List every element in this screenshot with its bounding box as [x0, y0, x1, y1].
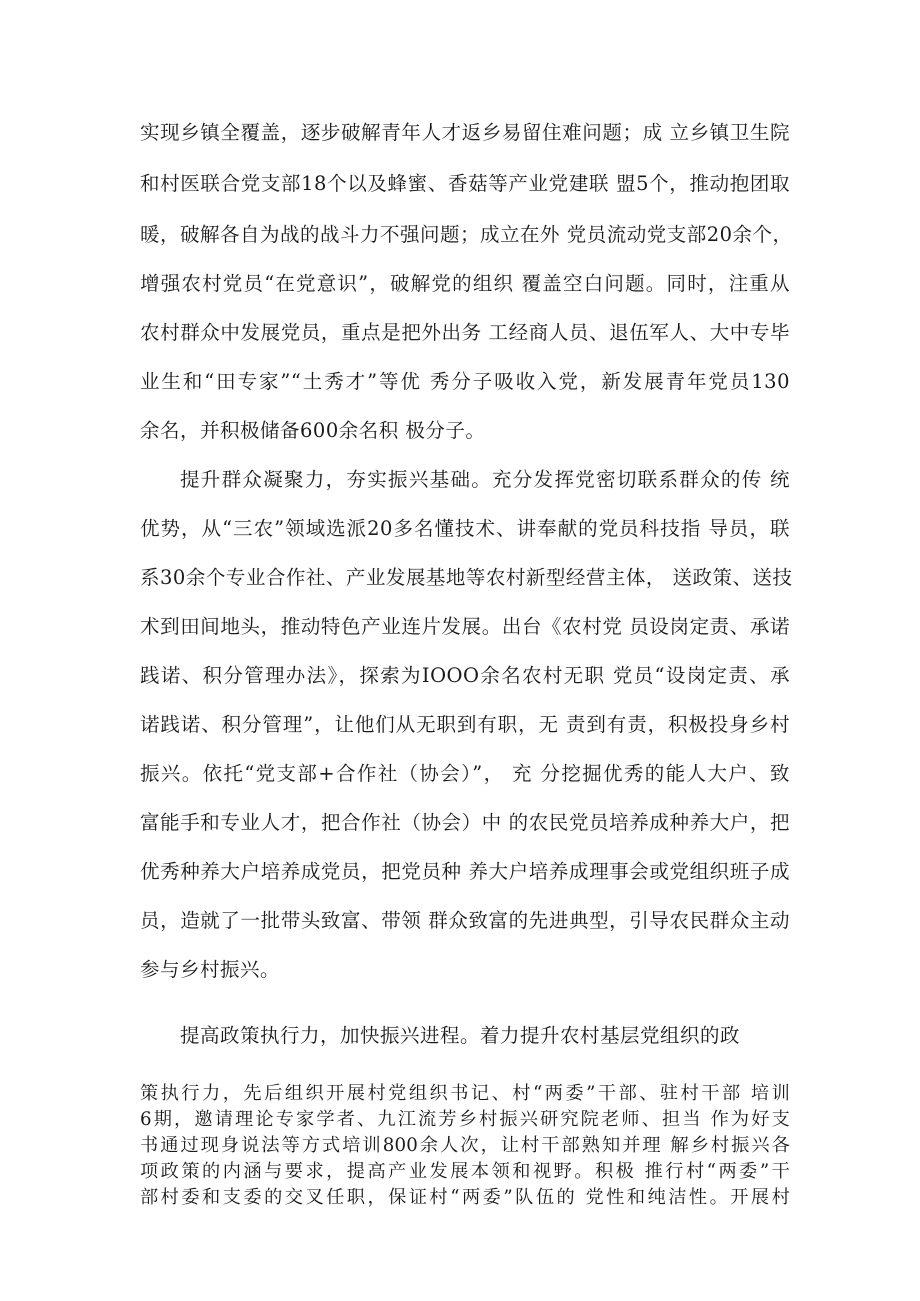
text-line: 增强农村党员“在党意识”，破解党的组织 覆盖空白问题。同时，注重从	[140, 272, 790, 295]
text-line: 项政策的内涵与要求，提高产业发展本领和视野。积极 推行村“两委”干	[140, 1161, 790, 1182]
text-line: 暖，破解各自为战的战斗力不强问题；成立在外 党员流动党支部20余个，	[140, 223, 793, 246]
text-line: 员，造就了一批带头致富、带领 群众致富的先进典型，引导农民群众主动	[140, 909, 790, 932]
text-line: 术到田间地头，推动特色产业连片发展。出台《农村党 员设岗定责、承诺	[140, 615, 790, 638]
text-line: 优秀种养大户培养成党员，把党员种 养大户培养成理事会或党组织班子成	[140, 860, 790, 883]
text-line: 践诺、积分管理办法》，探索为IOOO余名农村无职 党员“设岗定责、承	[140, 664, 790, 687]
text-line: 部村委和支委的交叉任职，保证村“两委”队伍的 党性和纯洁性。开展村	[140, 1187, 790, 1208]
text-line: 书通过现身说法等方式培训800余人次，让村干部熟知并理 解乡村振兴各	[140, 1135, 790, 1156]
text-line: 诺践诺、积分管理”，让他们从无职到有职，无 责到有责，积极投身乡村	[140, 713, 790, 736]
text-line: 实现乡镇全覆盖，逐步破解青年人才返乡易留住难问题；成 立乡镇卫生院	[140, 121, 790, 144]
text-line: 6期，邀请理论专家学者、九江流芳乡村振兴研究院老师、担当 作为好支	[140, 1109, 790, 1130]
text-line: 富能手和专业人才，把合作社（协会）中 的农民党员培养成种养大户，把	[140, 811, 790, 834]
text-line: 策执行力，先后组织开展村党组织书记、村“两委”干部、驻村干部 培训	[140, 1083, 790, 1104]
paragraph-heading-line: 提升群众凝聚力，夯实振兴基础。充分发挥党密切联系群众的传 统	[180, 468, 790, 491]
paragraph-heading-line: 提高政策执行力，加快振兴进程。着力提升农村基层党组织的政	[180, 1024, 741, 1047]
text-line: 余名，并积极储备600余名积 极分子。	[140, 419, 486, 442]
text-line: 业生和“田专家”“土秀才”等优 秀分子吸收入党，新发展青年党员130	[140, 370, 790, 393]
text-line: 优势，从“三农”领域选派20多名懂技术、讲奉献的党员科技指 导员，联	[140, 517, 790, 540]
text-line: 系30余个专业合作社、产业发展基地等农村新型经营主体， 送政策、送技	[140, 566, 793, 589]
text-line: 和村医联合党支部18个以及蜂蜜、香菇等产业党建联 盟5个，推动抱团取	[140, 172, 790, 195]
text-line: 参与乡村振兴。	[140, 958, 281, 981]
text-line: 农村群众中发展党员，重点是把外出务 工经商人员、退伍军人、大中专毕	[140, 321, 790, 344]
text-line: 振兴。依托“党支部+合作社（协会）”， 充 分挖掘优秀的能人大户、致	[140, 762, 790, 785]
